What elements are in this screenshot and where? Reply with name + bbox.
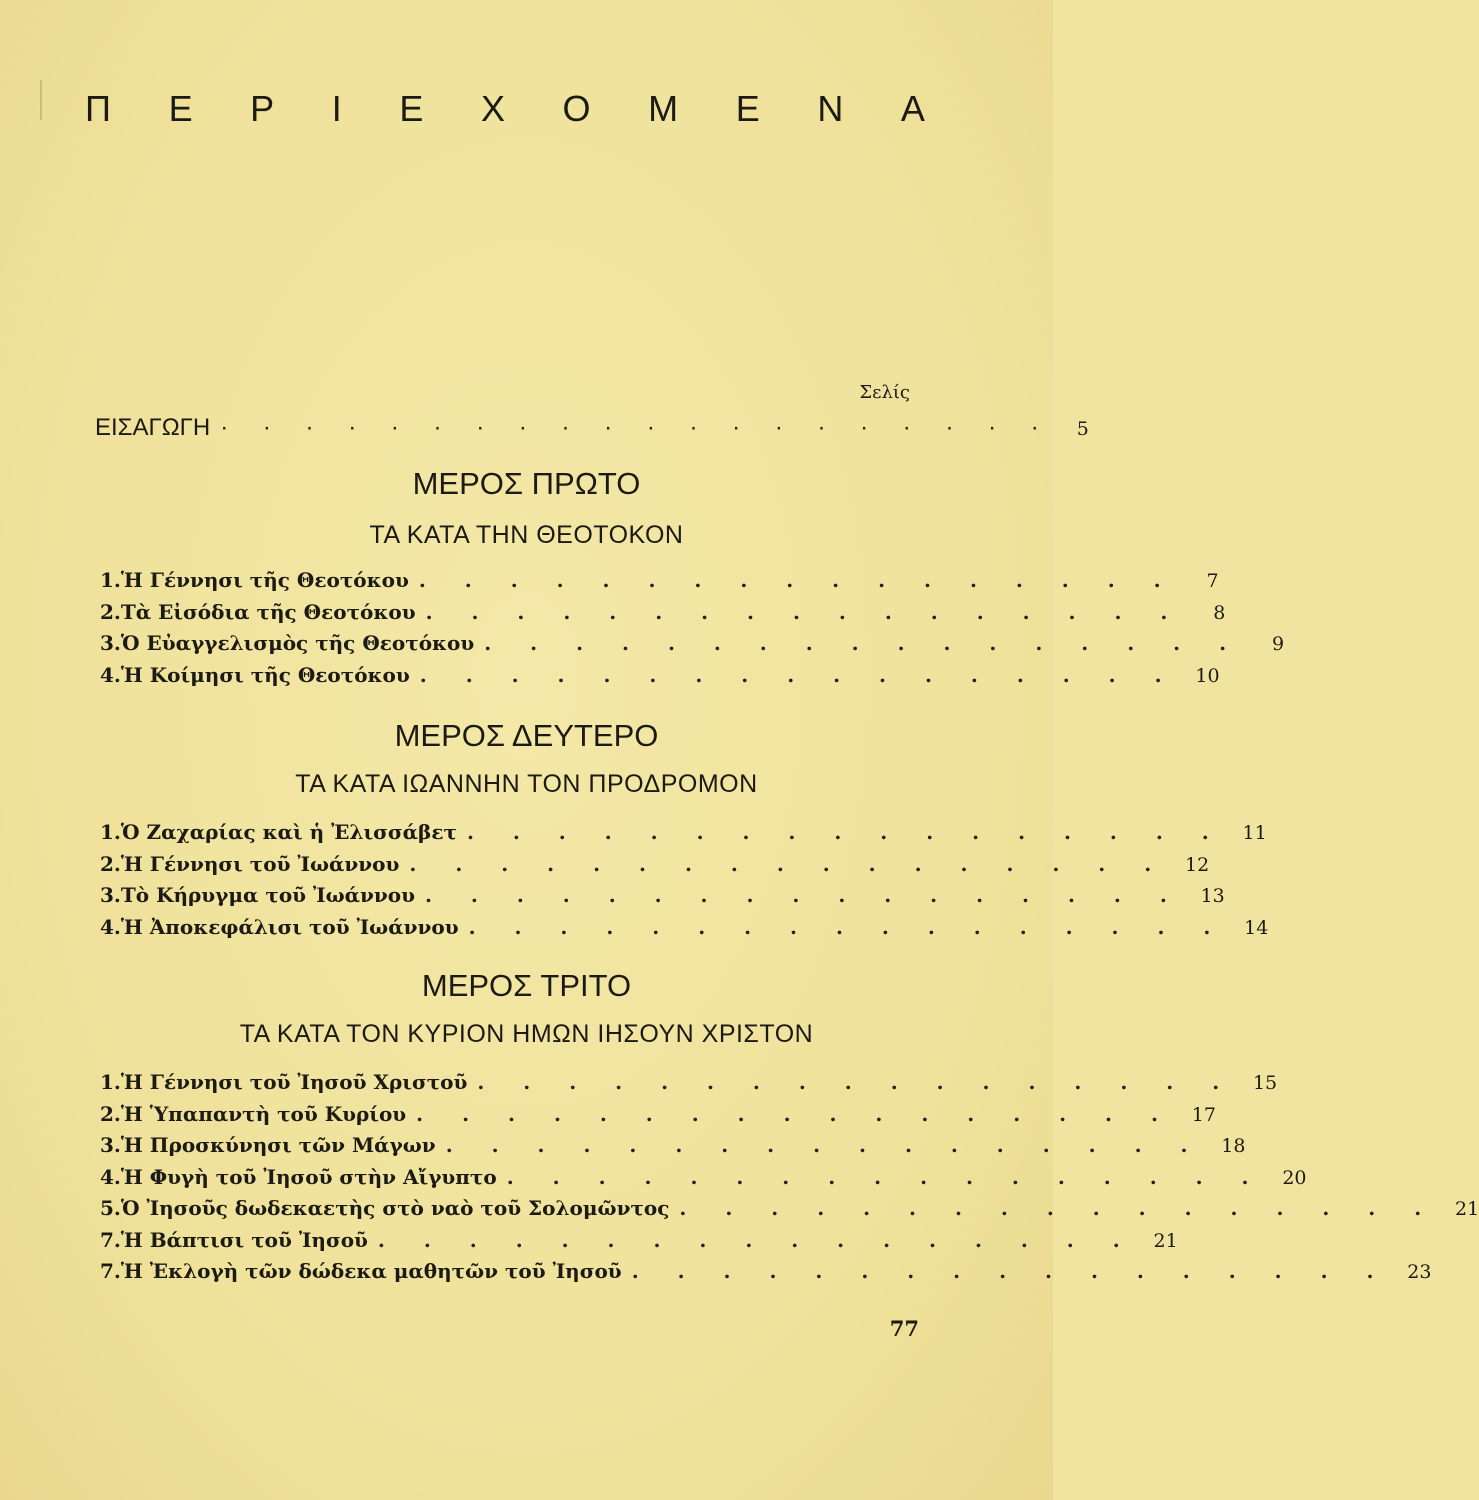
entry-title: Ἡ Κοίμησι τῆς Θεοτόκου [120, 662, 410, 687]
title-letter: Π [85, 88, 111, 129]
toc-entry [100, 662, 1220, 695]
leader-dots: . . . . . . . . . . . . . . . . . [466, 820, 1225, 844]
part-subtitle-3: ΤΑ ΚΑΤΑ ΤΟΝ ΚΥΡΙΟΝ ΗΜΩΝ ΙΗΣΟΥΝ ΧΡΙΣΤΟΝ [239, 1020, 814, 1048]
leader-dots: . . . . . . . . . . . . . . . . . [468, 914, 1227, 939]
toc-entry [100, 568, 1219, 600]
leader-dots: . . . . . . . . . . . . . . . . . [506, 1164, 1265, 1189]
leader-dots: . . . . . . . . . . . . . . . . . [425, 883, 1183, 907]
leader-dots: . . . . . . . . . . . . . . . . . [418, 568, 1177, 592]
title-letter: Χ [480, 88, 505, 129]
part-title-2: ΜΕΡΟΣ ΔΕΥΤΕΡΟ [394, 718, 659, 753]
part-1-entries [100, 568, 1285, 694]
intro-entry [95, 414, 1089, 442]
toc-entry [100, 631, 1285, 663]
entry-index: 7. [100, 1259, 121, 1283]
toc-entry [100, 599, 1226, 632]
entry-page: 20 [1282, 1166, 1307, 1189]
binding-mark [40, 80, 42, 120]
leader-dots: . . . . . . . . . . . . . . . . . [631, 1259, 1390, 1283]
entry-index: 3. [100, 631, 121, 655]
part-title-3: ΜΕΡΟΣ ΤΡΙΤΟ [421, 968, 632, 1003]
entry-index: 3. [100, 883, 121, 907]
entry-index: 1. [100, 1070, 121, 1094]
entry-title: Ἡ Γέννησι τοῦ Ἰωάννου [120, 851, 400, 876]
toc-entry [100, 1101, 1216, 1134]
entry-page: 14 [1244, 916, 1269, 939]
entry-title: Ἡ Γέννησι τοῦ Ἰησοῦ Χριστοῦ [120, 1070, 468, 1094]
pages-column-label: Σελίς [859, 382, 910, 403]
intro-label: ΕΙΣΑΓΩΓΗ [95, 414, 211, 441]
leader-dots: . . . . . . . . . . . . . . . . . [484, 631, 1243, 655]
entry-index: 2. [100, 599, 121, 624]
toc-entry [100, 820, 1267, 852]
toc-entry [100, 883, 1225, 915]
entry-index: 4. [100, 662, 121, 687]
part-subtitle-1: ΤΑ ΚΑΤΑ ΤΗΝ ΘΕΟΤΟΚΟΝ [369, 521, 684, 549]
part-subtitle-2: ΤΑ ΚΑΤΑ ΙΩΑΝΝΗΝ ΤΟΝ ΠΡΟΔΡΟΜΟΝ [295, 770, 758, 798]
title-letter: Ν [817, 88, 844, 129]
entry-title: Ἡ Φυγὴ τοῦ Ἰησοῦ στὴν Αἴγυπτο [120, 1164, 497, 1189]
entry-page: 12 [1185, 853, 1210, 876]
page-number: 77 [889, 1316, 919, 1341]
leader-dots: . . . . . . . . . . . . . . . . . [377, 1227, 1136, 1252]
toc-entry [100, 1070, 1278, 1102]
title-letter: Ο [562, 88, 591, 129]
entry-page: 10 [1195, 664, 1220, 687]
page-title [85, 88, 925, 130]
entry-page: 21 [1153, 1229, 1178, 1252]
entry-title: Ἡ Ἀποκεφάλισι τοῦ Ἰωάννου [120, 914, 459, 939]
toc-entry [100, 914, 1269, 947]
entry-title: Τὸ Κήρυγμα τοῦ Ἰωάννου [120, 883, 415, 907]
entry-title: Ἡ Γέννησι τῆς Θεοτόκου [120, 568, 409, 592]
entry-index: 2. [100, 1101, 121, 1126]
entry-page: 18 [1221, 1135, 1246, 1157]
toc-entry [100, 851, 1210, 884]
title-letter: Ε [168, 88, 193, 129]
entry-title: Ἡ Προσκύνησι τῶν Μάγων [120, 1133, 436, 1157]
toc-entry [100, 1164, 1307, 1197]
leader-dots: · · · · · · · · · · · · · · · · · · · · [220, 414, 1053, 441]
entry-title: Ἡ Ὑπαπαντὴ τοῦ Κυρίου [120, 1101, 407, 1126]
entry-page: 9 [1271, 633, 1285, 655]
part-2-entries [100, 820, 1269, 946]
entry-index: 2. [100, 851, 121, 876]
entry-title: Ἡ Ἐκλογὴ τῶν δώδεκα μαθητῶν τοῦ Ἰησοῦ [120, 1259, 622, 1283]
leader-dots: . . . . . . . . . . . . . . . . . [445, 1133, 1204, 1157]
intro-page: 5 [1076, 418, 1089, 440]
leader-dots: . . . . . . . . . . . . . . . . . [679, 1196, 1438, 1220]
leader-dots: . . . . . . . . . . . . . . . . . [416, 1101, 1174, 1126]
part-title-1: ΜΕΡΟΣ ΠΡΩΤΟ [412, 466, 641, 501]
title-letter: Ρ [250, 88, 275, 129]
entry-page: 23 [1407, 1261, 1432, 1283]
entry-page: 15 [1252, 1072, 1278, 1094]
entry-title: Ὁ Ζαχαρίας καὶ ἡ Ἐλισσάβετ [120, 820, 457, 844]
entry-index: 1. [100, 820, 121, 844]
entry-index: 4. [100, 1164, 121, 1189]
toc-entry [100, 1227, 1178, 1260]
entry-title: Τὰ Εἰσόδια τῆς Θεοτόκου [120, 599, 416, 624]
title-letter: Α [900, 88, 925, 129]
toc-entry [100, 1259, 1432, 1291]
entry-title: Ὁ Εὐαγγελισμὸς τῆς Θεοτόκου [120, 631, 475, 655]
entry-index: 3. [100, 1133, 121, 1157]
entry-page: 13 [1200, 885, 1225, 907]
toc-entry [100, 1196, 1479, 1228]
leader-dots: . . . . . . . . . . . . . . . . . [419, 662, 1178, 687]
entry-title: Ὁ Ἰησοῦς δωδεκαετὴς στὸ ναὸ τοῦ Σολομῶντος [120, 1196, 670, 1220]
toc-entry [100, 1133, 1246, 1165]
part-3-entries [100, 1070, 1479, 1291]
entry-index: 4. [100, 914, 121, 939]
entry-page: 21 [1455, 1198, 1479, 1220]
entry-index: 7. [100, 1227, 121, 1252]
title-letter: Ε [399, 88, 424, 129]
entry-title: Ἡ Βάπτισι τοῦ Ἰησοῦ [120, 1227, 368, 1252]
entry-page: 11 [1242, 822, 1267, 844]
entry-index: 1. [100, 568, 121, 592]
entry-page: 7 [1206, 570, 1219, 592]
title-letter: Ι [331, 88, 342, 129]
leader-dots: . . . . . . . . . . . . . . . . . [477, 1070, 1236, 1094]
leader-dots: . . . . . . . . . . . . . . . . . [425, 599, 1184, 624]
entry-page: 17 [1191, 1103, 1216, 1126]
title-letter: Μ [648, 88, 679, 129]
leader-dots: . . . . . . . . . . . . . . . . . [409, 851, 1168, 876]
entry-index: 5. [100, 1196, 121, 1220]
title-letter: Ε [735, 88, 760, 129]
entry-page: 8 [1213, 601, 1226, 624]
